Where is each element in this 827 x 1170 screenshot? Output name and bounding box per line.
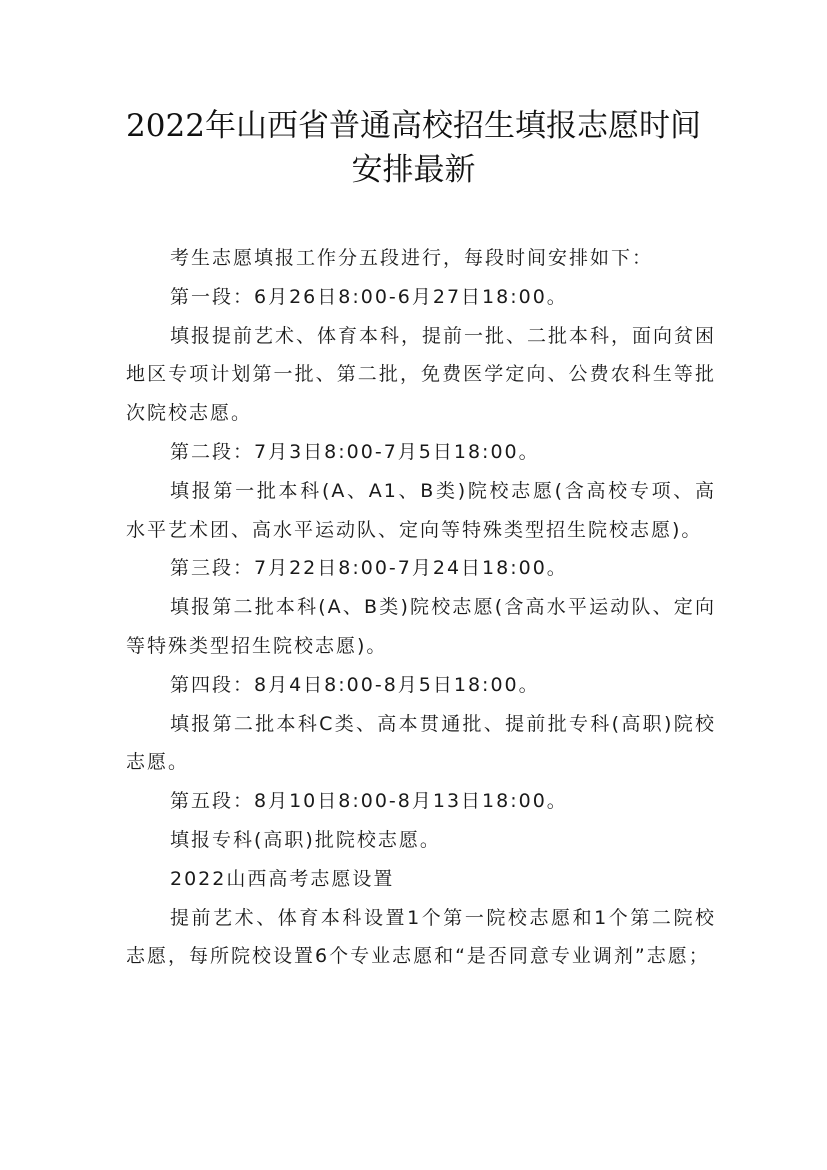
paragraph-stage-3-time: 第三段：7月22日8:00-7月24日18:00。 (170, 557, 568, 580)
paragraph-stage-2-detail: 填报第一批本科(A、A1、B类)院校志愿(含高校专项、高水平艺术团、高水平运动队、定向等特殊类型招生院校志愿)。 (126, 479, 716, 541)
document-title-line-2: 安排最新 (351, 152, 476, 188)
paragraph-stage-4-time: 第四段：8月4日8:00-8月5日18:00。 (170, 673, 540, 696)
paragraph-stage-5-time: 第五段：8月10日8:00-8月13日18:00。 (170, 790, 568, 813)
paragraph-stage-3-detail: 填报第二批本科(A、B类)院校志愿(含高水平运动队、定向等特殊类型招生院校志愿)。 (126, 596, 716, 657)
paragraph-stage-1-time: 第一段：6月26日8:00-6月27日18:00。 (170, 285, 568, 308)
section-heading-volunteer-settings: 2022山西高考志愿设置 (170, 867, 395, 890)
paragraph-stage-4-detail: 填报第二批本科C类、高本贯通批、提前批专科(高职)院校志愿。 (126, 712, 716, 774)
paragraph-stage-2-time: 第二段：7月3日8:00-7月5日18:00。 (170, 440, 540, 463)
document-body (126, 239, 716, 976)
paragraph-intro: 考生志愿填报工作分五段进行，每段时间安排如下： (170, 247, 654, 269)
paragraph-stage-1-detail: 填报提前艺术、体育本科，提前一批、二批本科，面向贫困地区专项计划第一批、第二批，免费医学定向、公费农科生等批次院校志愿。 (126, 324, 717, 425)
document-title-line-1: 2022年山西省普通高校招生填报志愿时间 (126, 108, 701, 144)
paragraph-volunteer-settings: 提前艺术、体育本科设置1个第一院校志愿和1个第二院校志愿，每所院校设置6个专业志愿和“是否同意专业调剂”志愿； (126, 906, 716, 968)
paragraph-stage-5-detail: 填报专科(高职)批院校志愿。 (170, 828, 441, 851)
